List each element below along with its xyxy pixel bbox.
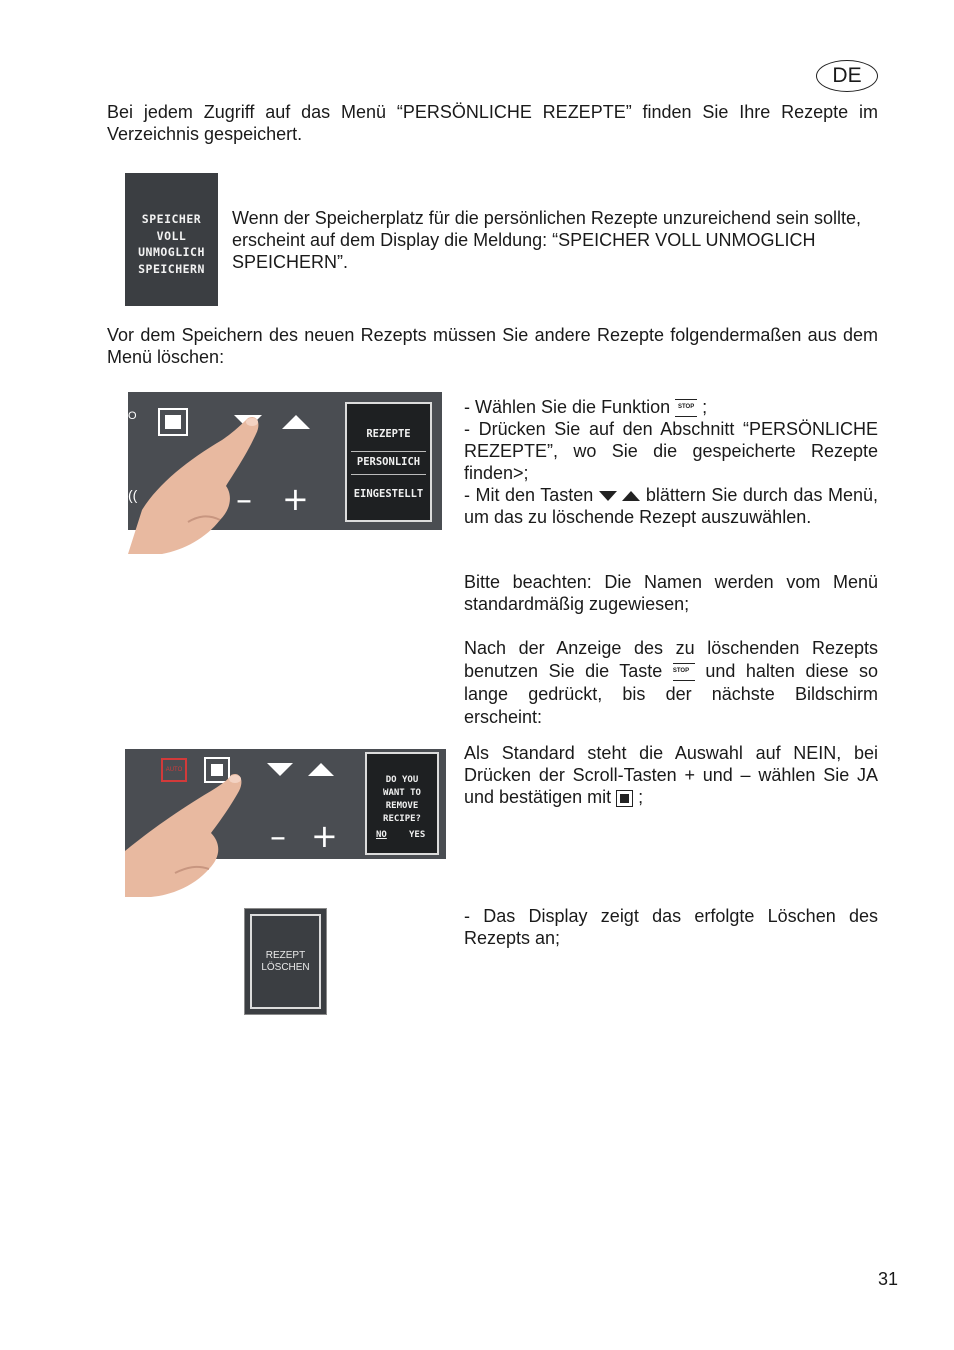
stop-icon: STOP xyxy=(673,663,695,681)
display-line: VOLL xyxy=(156,228,187,243)
after-display-text: Nach der Anzeige des zu löschenden Rezepts benutzen Sie die Taste xyxy=(464,638,878,681)
note-paragraph: Bitte beachten: Die Namen werden vom Menü standardmäßig zugewiesen; xyxy=(464,572,878,614)
page-number: 31 xyxy=(878,1269,899,1289)
step-select-function xyxy=(464,396,878,418)
display-line: RECIPE? xyxy=(383,814,421,824)
display-line: LÖSCHEN xyxy=(261,962,310,973)
display-line: PERSONLICH xyxy=(356,456,421,468)
display-line: DO YOU xyxy=(385,775,419,785)
display-line: EINGESTELLT xyxy=(353,488,424,500)
deleted-display-image xyxy=(244,908,327,1015)
auto-icon: AUTO xyxy=(161,758,187,782)
minus-icon: – xyxy=(270,817,286,855)
plus-icon: + xyxy=(282,480,309,518)
pointing-hand-icon xyxy=(125,749,446,897)
scroll-down-icon xyxy=(599,491,617,501)
display-line: SPEICHERN xyxy=(138,261,205,276)
standard-selection-paragraph xyxy=(464,742,878,808)
wifi-icon: (( xyxy=(128,487,138,503)
step1-post: ; xyxy=(702,397,708,417)
pointing-hand-icon xyxy=(128,392,442,554)
confirm-square-icon xyxy=(616,790,633,807)
deleted-paragraph: - Das Display zeigt das erfolgte Löschen des Rezepts an; xyxy=(464,906,878,948)
memory-full-text: Wenn der Speicherplatz für die persönlichen Rezepte unzureichend sein sollte, erscheint auf dem Display die Meldung: “SPEICHER VOLL UNMOGLICH SPEICHERN”. xyxy=(232,208,862,272)
display-line: REMOVE xyxy=(385,801,419,811)
option-no: NO xyxy=(376,830,387,840)
step1-text: - Wählen Sie die Funktion xyxy=(464,397,671,417)
display-line: REZEPT xyxy=(265,950,306,961)
step3-text: - Mit den Tasten xyxy=(464,485,594,505)
edge-label: O xyxy=(128,410,137,422)
minus-icon: – xyxy=(236,480,252,518)
option-yes: YES xyxy=(409,830,426,840)
step3-post: blättern Sie durch das Menü, um das zu löschende Rezept auszuwählen. xyxy=(464,485,878,527)
language-badge: DE xyxy=(816,60,878,92)
stop-icon: STOP xyxy=(675,399,697,417)
scroll-up-icon xyxy=(622,491,640,501)
after-display-post: und halten diese so lange gedrückt, bis der nächste Bildschirm erscheint: xyxy=(464,661,878,727)
after-display-paragraph xyxy=(464,637,878,729)
display-line: WANT TO xyxy=(383,788,421,798)
plus-icon: + xyxy=(311,817,338,855)
step-press-section: - Drücken Sie auf den Abschnitt “PERSÖNLICHE REZEPTE”, wo Sie die gespeicherte Rezepte finden>; xyxy=(464,419,878,483)
display-line: SPEICHER xyxy=(141,212,202,226)
display-line: UNMOGLICH xyxy=(138,245,205,259)
step-scroll xyxy=(464,484,878,528)
standard-post: ; xyxy=(638,787,644,807)
memory-full-display xyxy=(125,173,218,306)
before-save-paragraph: Vor dem Speichern des neuen Rezepts müssen Sie andere Rezepte folgendermaßen aus dem Menü löschen: xyxy=(107,325,878,367)
intro-paragraph: Bei jedem Zugriff auf das Menü “PERSÖNLICHE REZEPTE” finden Sie Ihre Rezepte im Verzeichnis gespeichert. xyxy=(107,102,878,144)
display-line: REZEPTE xyxy=(366,428,411,440)
standard-text: Als Standard steht die Auswahl auf NEIN, bei Drücken der Scroll-Tasten + und – wählen Sie JA und bestätigen mit xyxy=(464,743,878,807)
